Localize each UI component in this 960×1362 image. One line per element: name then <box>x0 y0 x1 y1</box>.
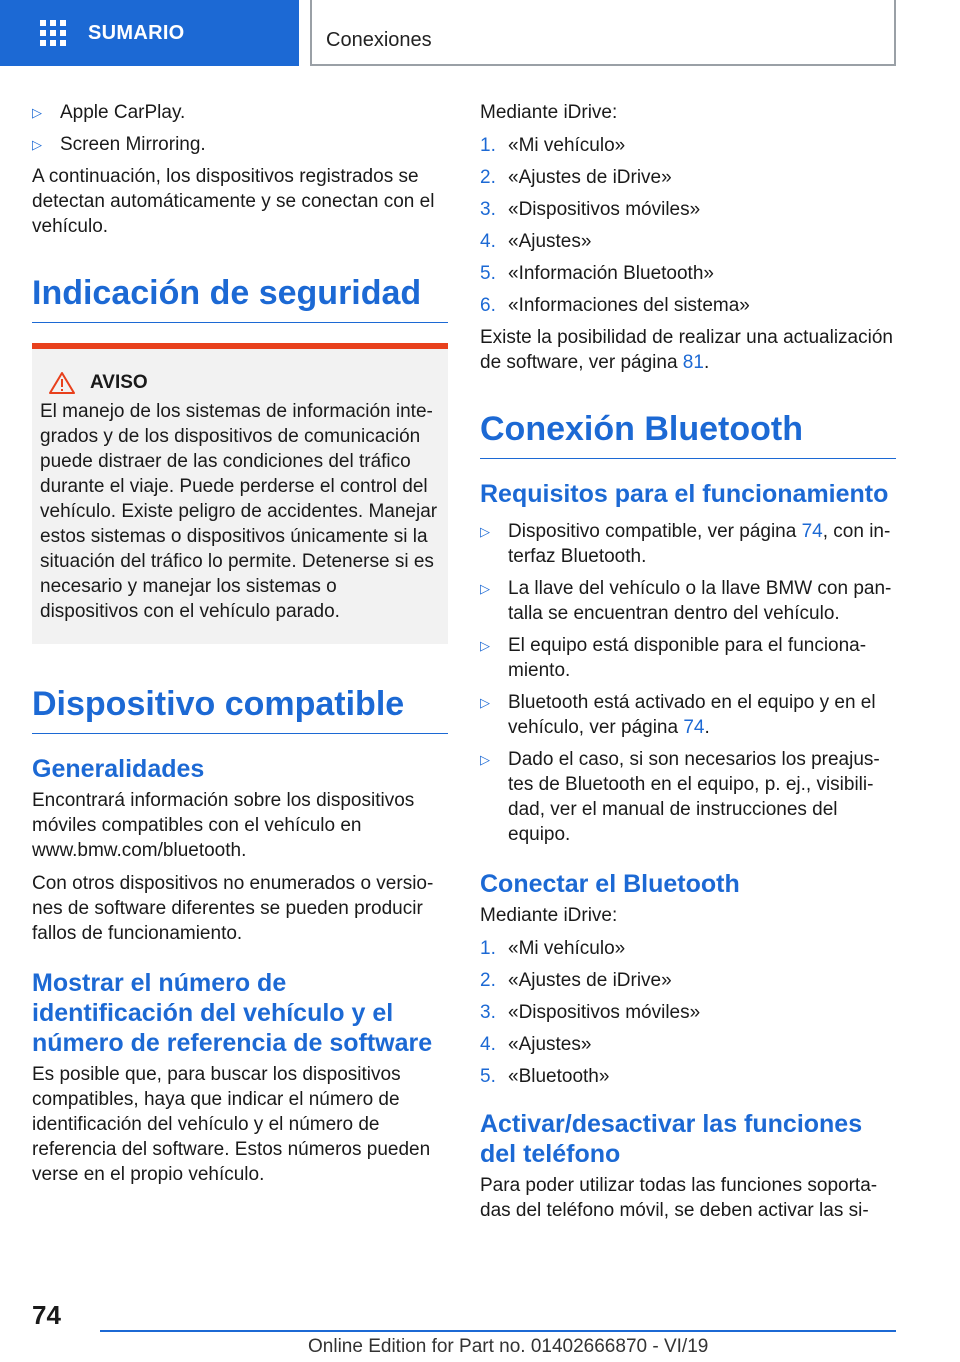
triangle-bullet-icon: ▷ <box>480 695 490 710</box>
step-text: «Dispositivos móviles» <box>508 1002 701 1023</box>
step-text: «Ajustes» <box>508 231 592 252</box>
step-number: 1. <box>480 938 496 959</box>
general-paragraph-1: Encontrará información sobre los dispositivos móviles compatibles con el vehículo en www.bmw.com/bluetooth. <box>32 790 415 861</box>
step-number: 3. <box>480 199 496 220</box>
grid-menu-icon <box>40 20 66 46</box>
list-item: ▷ El equipo está disponible para el funcionamiento. <box>480 635 867 681</box>
list-item: ▷ Dispositivo compatible, ver página 74, con interfaz Bluetooth. <box>480 521 891 567</box>
warning-triangle-icon <box>48 371 76 395</box>
subheading-general: Generalidades <box>32 755 205 783</box>
step-text: «Ajustes de iDrive» <box>508 970 672 991</box>
requirements-list <box>480 519 896 847</box>
step-text: «Información Bluetooth» <box>508 263 714 284</box>
step-text: «Ajustes de iDrive» <box>508 167 672 188</box>
section-title: Conexiones <box>326 29 432 51</box>
triangle-bullet-icon: ▷ <box>480 638 490 653</box>
steps-list-connect <box>480 936 896 1089</box>
page-link[interactable]: 81 <box>682 352 704 373</box>
section-tab <box>310 0 896 66</box>
triangle-bullet-icon: ▷ <box>480 524 490 539</box>
step-number: 6. <box>480 295 496 316</box>
sumario-label: SUMARIO <box>88 21 185 44</box>
section-heading-compatible: Dispositivo compatible <box>32 684 448 734</box>
step-text: «Dispositivos móviles» <box>508 199 701 220</box>
sumario-button[interactable] <box>0 0 299 66</box>
page-number: 74 <box>32 1300 61 1330</box>
subheading-show-number: Mostrar el número de identificación del vehículo y el número de referencia de software <box>32 969 433 1057</box>
step-text: «Mi vehículo» <box>508 938 626 959</box>
show-number-paragraph: Es posible que, para buscar los dispositivos compatibles, haya que indicar el número de identificación del vehículo y el número de referencia del software. Estos números pueden verse en el propio vehículo. <box>32 1064 431 1185</box>
step-number: 2. <box>480 970 496 991</box>
update-paragraph: Existe la posibilidad de realizar una actualización de software, ver página 81. <box>480 327 893 373</box>
step-item <box>480 293 896 318</box>
step-item <box>480 1064 896 1089</box>
page-link[interactable]: 74 <box>801 521 823 542</box>
step-text: «Ajustes» <box>508 1034 592 1055</box>
intro-paragraph: A continuación, los dispositivos registrados se detectan automáticamente y se conectan con el vehículo. <box>32 166 435 237</box>
steps-list-info <box>480 133 896 318</box>
page-link[interactable]: 74 <box>683 717 705 738</box>
section-heading-safety: Indicación de seguridad <box>32 273 448 323</box>
left-column <box>32 100 448 1195</box>
step-number: 1. <box>480 135 496 156</box>
step-number: 5. <box>480 1066 496 1087</box>
subheading-connect: Conectar el Bluetooth <box>480 870 740 898</box>
connect-intro: Mediante iDrive: <box>480 905 618 926</box>
step-item <box>480 1000 896 1025</box>
list-item: ▷ La llave del vehículo o la llave BMW con pantalla se encuentran dentro del vehículo. <box>480 578 892 624</box>
list-item: ▷ Bluetooth está activado en el equipo y en el vehículo, ver página 74. <box>480 692 876 738</box>
subheading-activate: Activar/desactivar las funciones del teléfono <box>480 1110 863 1168</box>
warning-header <box>40 371 440 395</box>
step-item <box>480 968 896 993</box>
warning-text: El manejo de los sistemas de información integrados y de los dispositivos de comunicación puede distraer de las condiciones del tráfico durante el viaje. Puede perderse el control del vehículo. Existe peligro de accidentes. Manejar estos sistemas o dispositivos únicamente si la situación del tráfico lo permite. Detenerse si es necesario y manejar los sistemas o dispositivos con el vehículo parado. <box>40 401 438 622</box>
subheading-requirements: Requisitos para el funcionamiento <box>480 480 889 508</box>
step-text: «Mi vehículo» <box>508 135 626 156</box>
footer-divider <box>100 1330 896 1332</box>
step-item <box>480 229 896 254</box>
triangle-bullet-icon: ▷ <box>480 581 490 596</box>
activate-paragraph: Para poder utilizar todas las funciones soportadas del teléfono móvil, se deben activar las si- <box>480 1175 878 1221</box>
step-item <box>480 133 896 158</box>
step-item <box>480 165 896 190</box>
list-item: ▷ Screen Mirroring. <box>32 134 206 155</box>
footer-edition: Online Edition for Part no. 01402666870 - VI/19 <box>308 1336 709 1357</box>
page-header <box>0 0 960 66</box>
idrive-intro: Mediante iDrive: <box>480 102 618 123</box>
step-text: «Informaciones del sistema» <box>508 295 750 316</box>
triangle-bullet-icon: ▷ <box>480 752 490 767</box>
step-item <box>480 1032 896 1057</box>
triangle-bullet-icon: ▷ <box>32 137 42 152</box>
step-number: 3. <box>480 1002 496 1023</box>
section-heading-bluetooth: Conexión Bluetooth <box>480 409 896 459</box>
step-text: «Bluetooth» <box>508 1066 610 1087</box>
list-item: ▷ Apple CarPlay. <box>32 102 186 123</box>
warning-box <box>32 343 448 644</box>
step-item <box>480 197 896 222</box>
list-item: ▷ Dado el caso, si son necesarios los preajustes de Bluetooth en el equipo, p. ej., visibilidad, ver el manual de instrucciones del equipo. <box>480 749 880 845</box>
step-number: 4. <box>480 231 496 252</box>
step-number: 4. <box>480 1034 496 1055</box>
step-item <box>480 261 896 286</box>
step-number: 2. <box>480 167 496 188</box>
right-column <box>480 100 896 1231</box>
triangle-bullet-icon: ▷ <box>32 105 42 120</box>
general-paragraph-2: Con otros dispositivos no enumerados o versiones de software diferentes se pueden producir fallos de funcionamiento. <box>32 873 434 944</box>
warning-title: AVISO <box>90 372 148 393</box>
step-number: 5. <box>480 263 496 284</box>
step-item <box>480 936 896 961</box>
